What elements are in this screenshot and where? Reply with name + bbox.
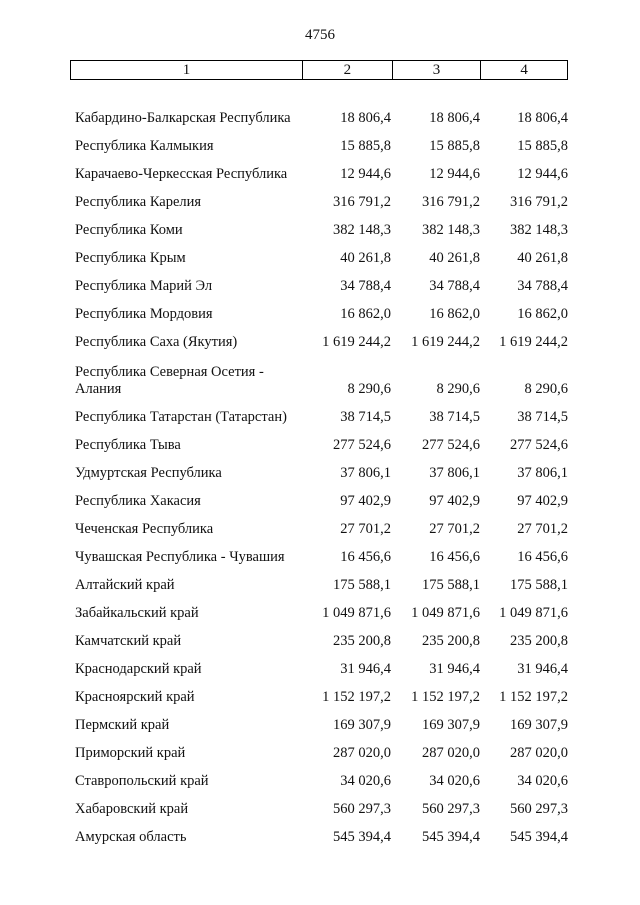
value-col-4: 97 402,9 [517, 493, 568, 509]
value-col-3: 382 148,3 [422, 222, 480, 238]
region-name: Забайкальский край [75, 605, 199, 621]
region-name: Краснодарский край [75, 661, 202, 677]
value-col-2: 545 394,4 [333, 829, 391, 845]
value-col-2: 97 402,9 [340, 493, 391, 509]
table-row [70, 243, 570, 271]
region-name: Республика Саха (Якутия) [75, 334, 238, 350]
value-col-2: 34 788,4 [340, 278, 391, 294]
table-row [70, 84, 570, 131]
value-col-2: 16 862,0 [340, 306, 391, 322]
table-row [70, 794, 570, 822]
value-col-4: 15 885,8 [517, 138, 568, 154]
table-row [70, 822, 570, 850]
value-col-3: 287 020,0 [422, 745, 480, 761]
table-row [70, 187, 570, 215]
value-col-4: 277 524,6 [510, 437, 568, 453]
value-col-4: 31 946,4 [517, 661, 568, 677]
value-col-3: 27 701,2 [429, 521, 480, 537]
value-col-2: 8 290,6 [347, 381, 391, 397]
region-name: Кабардино-Балкарская Республика [75, 110, 291, 126]
table-header [70, 60, 568, 80]
value-col-2: 31 946,4 [340, 661, 391, 677]
table-row [70, 738, 570, 766]
value-col-2: 560 297,3 [333, 801, 391, 817]
value-col-3: 97 402,9 [429, 493, 480, 509]
table-row [70, 458, 570, 486]
value-col-4: 27 701,2 [517, 521, 568, 537]
value-col-3: 40 261,8 [429, 250, 480, 266]
value-col-3: 34 020,6 [429, 773, 480, 789]
header-cell-4: 4 [520, 61, 528, 78]
region-name: Республика Коми [75, 222, 183, 238]
value-col-2: 382 148,3 [333, 222, 391, 238]
value-col-2: 1 049 871,6 [322, 605, 391, 621]
value-col-4: 8 290,6 [524, 381, 568, 397]
table-row [70, 215, 570, 243]
table-row [70, 486, 570, 514]
region-name: Карачаево-Черкесская Республика [75, 166, 288, 182]
value-col-4: 175 588,1 [510, 577, 568, 593]
value-col-4: 287 020,0 [510, 745, 568, 761]
region-name: Амурская область [75, 829, 187, 845]
value-col-2: 18 806,4 [340, 110, 391, 126]
table-body [70, 84, 570, 850]
region-name: Республика Тыва [75, 437, 181, 453]
region-name: Удмуртская Республика [75, 465, 222, 481]
value-col-3: 175 588,1 [422, 577, 480, 593]
value-col-3: 31 946,4 [429, 661, 480, 677]
value-col-2: 1 152 197,2 [322, 689, 391, 705]
value-col-4: 1 619 244,2 [499, 334, 568, 350]
region-name: Республика Крым [75, 250, 186, 266]
value-col-4: 40 261,8 [517, 250, 568, 266]
table-row [70, 598, 570, 626]
table-row [70, 131, 570, 159]
table-row [70, 327, 570, 355]
value-col-4: 16 456,6 [517, 549, 568, 565]
value-col-4: 37 806,1 [517, 465, 568, 481]
value-col-2: 277 524,6 [333, 437, 391, 453]
value-col-4: 34 020,6 [517, 773, 568, 789]
table-row [70, 514, 570, 542]
table-row [70, 159, 570, 187]
value-col-3: 34 788,4 [429, 278, 480, 294]
value-col-4: 16 862,0 [517, 306, 568, 322]
value-col-3: 169 307,9 [422, 717, 480, 733]
value-col-3: 277 524,6 [422, 437, 480, 453]
value-col-3: 316 791,2 [422, 194, 480, 210]
value-col-3: 235 200,8 [422, 633, 480, 649]
region-name: Республика Калмыкия [75, 138, 214, 154]
value-col-4: 34 788,4 [517, 278, 568, 294]
table-row [70, 271, 570, 299]
value-col-2: 287 020,0 [333, 745, 391, 761]
table-row [70, 766, 570, 794]
table-row [70, 355, 570, 402]
value-col-2: 40 261,8 [340, 250, 391, 266]
value-col-3: 18 806,4 [429, 110, 480, 126]
table-row [70, 654, 570, 682]
value-col-2: 34 020,6 [340, 773, 391, 789]
table-row [70, 570, 570, 598]
value-col-2: 12 944,6 [340, 166, 391, 182]
page-number: 4756 [305, 27, 335, 43]
region-name: Приморский край [75, 745, 186, 761]
header-cell-1: 1 [71, 61, 303, 79]
value-col-4: 1 152 197,2 [499, 689, 568, 705]
value-col-2: 15 885,8 [340, 138, 391, 154]
region-name: Республика Мордовия [75, 306, 213, 322]
table-row [70, 299, 570, 327]
value-col-2: 175 588,1 [333, 577, 391, 593]
value-col-4: 235 200,8 [510, 633, 568, 649]
value-col-4: 12 944,6 [517, 166, 568, 182]
value-col-3: 1 152 197,2 [411, 689, 480, 705]
value-col-3: 1 049 871,6 [411, 605, 480, 621]
table-row [70, 626, 570, 654]
value-col-4: 38 714,5 [517, 409, 568, 425]
region-name: Республика Хакасия [75, 493, 201, 509]
region-name: Чувашская Республика - Чувашия [75, 549, 285, 565]
value-col-2: 37 806,1 [340, 465, 391, 481]
value-col-2: 169 307,9 [333, 717, 391, 733]
table-row [70, 402, 570, 430]
region-name: Алтайский край [75, 577, 175, 593]
value-col-4: 1 049 871,6 [499, 605, 568, 621]
value-col-2: 316 791,2 [333, 194, 391, 210]
value-col-2: 1 619 244,2 [322, 334, 391, 350]
value-col-3: 12 944,6 [429, 166, 480, 182]
header-cell-3: 3 [393, 61, 482, 79]
region-name: Хабаровский край [75, 801, 189, 817]
table-row [70, 430, 570, 458]
value-col-2: 235 200,8 [333, 633, 391, 649]
value-col-3: 8 290,6 [436, 381, 480, 397]
header-cell-2: 2 [303, 61, 393, 79]
region-name: Республика Карелия [75, 194, 202, 210]
table-row [70, 710, 570, 738]
value-col-3: 560 297,3 [422, 801, 480, 817]
value-col-2: 27 701,2 [340, 521, 391, 537]
region-name: Камчатский край [75, 633, 182, 649]
region-name: Ставропольский край [75, 773, 209, 789]
value-col-3: 15 885,8 [429, 138, 480, 154]
value-col-4: 560 297,3 [510, 801, 568, 817]
value-col-4: 545 394,4 [510, 829, 568, 845]
value-col-4: 382 148,3 [510, 222, 568, 238]
region-name: Пермский край [75, 717, 170, 733]
region-name: Республика Марий Эл [75, 278, 213, 294]
region-name: Красноярский край [75, 689, 195, 705]
value-col-3: 16 456,6 [429, 549, 480, 565]
value-col-3: 545 394,4 [422, 829, 480, 845]
value-col-3: 37 806,1 [429, 465, 480, 481]
value-col-3: 16 862,0 [429, 306, 480, 322]
region-name: Республика Татарстан (Татарстан) [75, 409, 287, 425]
region-name: Чеченская Республика [75, 521, 214, 537]
value-col-3: 38 714,5 [429, 409, 480, 425]
value-col-3: 1 619 244,2 [411, 334, 480, 350]
value-col-2: 16 456,6 [340, 549, 391, 565]
value-col-4: 169 307,9 [510, 717, 568, 733]
region-name: Республика Северная Осетия - Алания [75, 364, 264, 397]
table-row [70, 682, 570, 710]
value-col-2: 38 714,5 [340, 409, 391, 425]
value-col-4: 316 791,2 [510, 194, 568, 210]
value-col-4: 18 806,4 [517, 110, 568, 126]
table-row [70, 542, 570, 570]
